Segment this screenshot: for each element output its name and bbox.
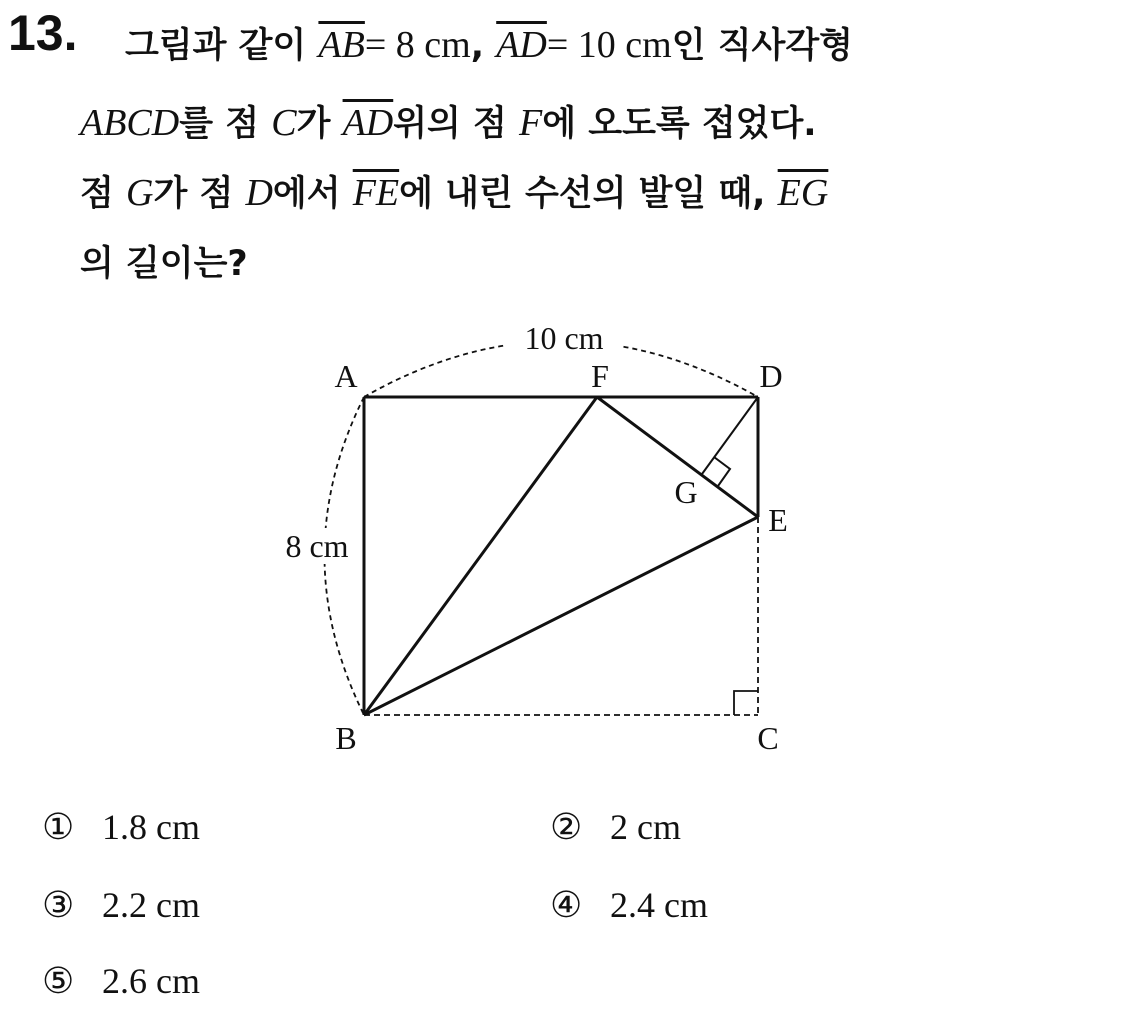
right-angle-mark-g	[714, 457, 730, 486]
choice-number: ①	[42, 807, 75, 847]
point-label-e: E	[768, 502, 788, 538]
point-c: C	[271, 102, 297, 144]
choice-5[interactable]	[42, 960, 200, 1002]
question-number: 13.	[8, 5, 78, 61]
choice-value: 2 cm	[610, 807, 681, 847]
choice-number: ④	[550, 885, 583, 925]
question-text: 에서	[272, 174, 353, 214]
question-text: 위의 점	[393, 104, 520, 144]
question-text: 가	[296, 104, 343, 144]
choice-number: ⑤	[42, 961, 75, 1001]
question-text: 인 직사각형	[671, 26, 853, 66]
segment-ad: $\overline{AD}$	[342, 102, 394, 144]
question-text: 의 길이는?	[80, 244, 248, 284]
point-label-c: C	[757, 720, 779, 756]
question-text: 에 내린 수선의 발일 때,	[399, 174, 778, 214]
segment-eg: $\overline{EG}$	[777, 172, 829, 214]
segment-ad: $\overline{AD}$	[496, 24, 547, 66]
edge-be	[364, 517, 758, 715]
width-label: 10 cm	[524, 320, 604, 356]
question-text: 를 점	[179, 104, 272, 144]
point-g: G	[126, 172, 154, 214]
question-text: 에 오도록 접었다.	[542, 104, 817, 144]
point-label-d: D	[759, 358, 783, 394]
point-label-g: G	[674, 474, 698, 510]
value-ad: = 10 cm	[546, 24, 672, 66]
edge-bf	[364, 397, 597, 715]
point-label-b: B	[335, 720, 357, 756]
choice-number: ③	[42, 885, 75, 925]
point-label-a: A	[334, 358, 358, 394]
choice-3[interactable]	[42, 884, 200, 926]
segment-fe: $\overline{FE}$	[352, 172, 400, 214]
value-ab: = 8 cm	[364, 24, 471, 66]
choice-value: 2.6 cm	[102, 961, 200, 1001]
choice-value: 1.8 cm	[102, 807, 200, 847]
perpendicular-dg	[702, 397, 758, 474]
choice-number: ②	[550, 807, 583, 847]
choice-2[interactable]	[550, 806, 681, 848]
rectangle-name: ABCD	[80, 102, 180, 144]
right-angle-mark-c	[734, 691, 758, 715]
question-text: 점	[80, 174, 126, 214]
comma: ,	[470, 26, 497, 66]
point-f: F	[519, 102, 543, 144]
point-label-f: F	[591, 358, 609, 394]
point-d: D	[245, 172, 273, 214]
choice-value: 2.4 cm	[610, 885, 708, 925]
question-text: 가 점	[153, 174, 246, 214]
choice-value: 2.2 cm	[102, 885, 200, 925]
choice-1[interactable]	[42, 806, 200, 848]
segment-ab: $\overline{AB}$	[318, 24, 365, 66]
question-text: 그림과 같이	[125, 26, 319, 66]
height-label: 8 cm	[285, 528, 349, 564]
choice-4[interactable]	[550, 884, 708, 926]
